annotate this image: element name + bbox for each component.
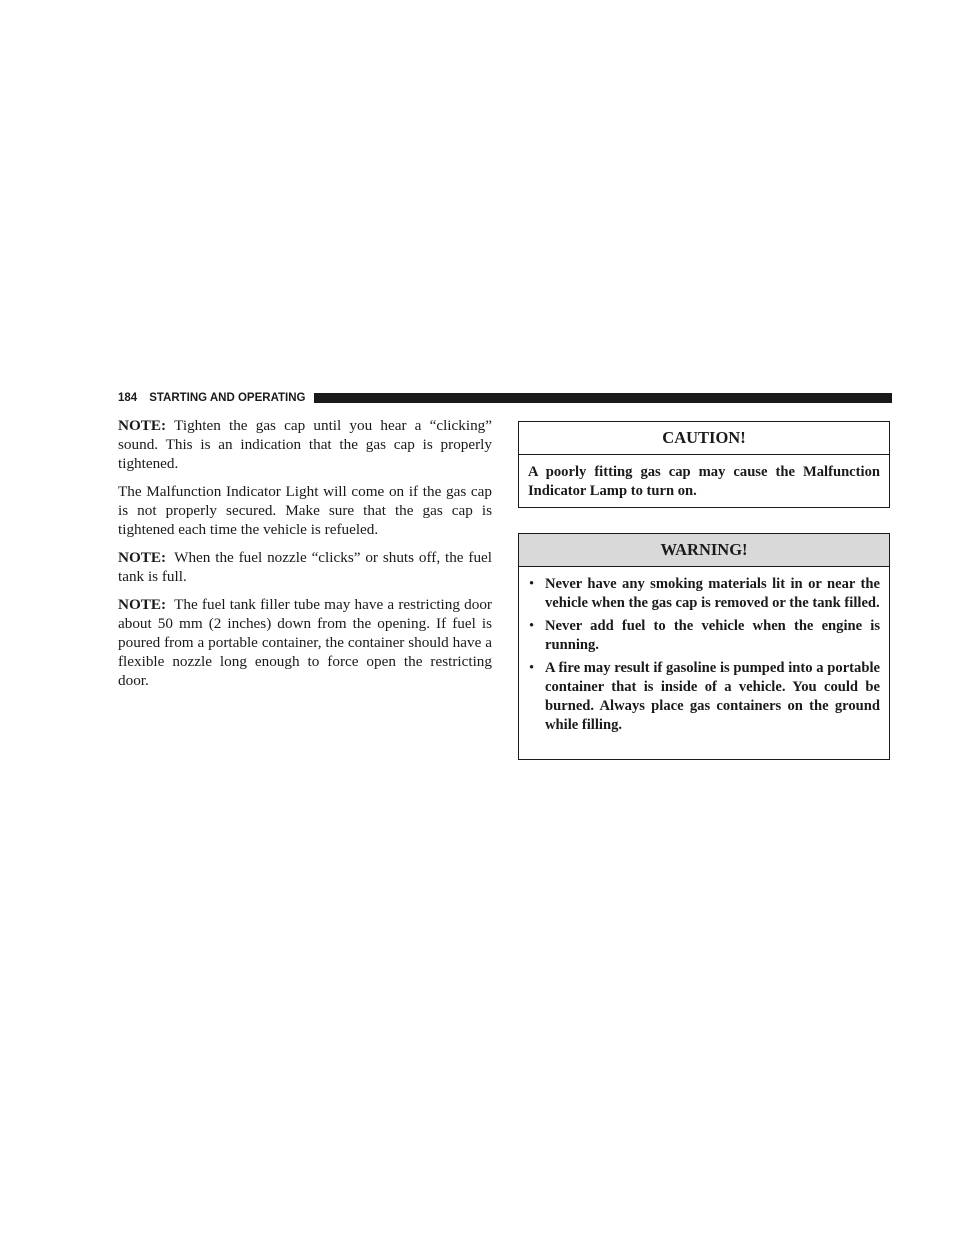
list-item: [528, 575, 880, 613]
warning-item-text: Never add fuel to the vehicle when the engine is running.: [545, 618, 880, 653]
caution-text: A poorly fitting gas cap may cause the Malfunction Indicator Lamp to turn on.: [528, 464, 880, 499]
list-item: [528, 659, 880, 735]
list-item: [528, 617, 880, 655]
warning-list: [528, 575, 880, 735]
caution-box: [518, 421, 890, 508]
warning-title: WARNING!: [519, 534, 889, 567]
page-header: [118, 390, 892, 406]
paragraph-note-nozzle: [118, 548, 492, 586]
bullet-icon: •: [529, 618, 535, 634]
paragraph-note-gas-cap: [118, 416, 492, 473]
warning-item-text: Never have any smoking materials lit in or near the vehicle when the gas cap is removed or the tank filled.: [545, 576, 880, 611]
warning-item-text: A fire may result if gasoline is pumped into a portable container that is inside of a vehicle. You could be burned. Always place gas containers on the ground while filling.: [545, 660, 880, 733]
bullet-icon: •: [529, 660, 535, 676]
page-number: 184: [118, 392, 138, 404]
section-title: STARTING AND OPERATING: [149, 392, 306, 404]
warning-box: [518, 533, 890, 760]
header-rule: [314, 393, 893, 403]
note-label: NOTE:: [118, 596, 167, 613]
caution-title: CAUTION!: [519, 422, 889, 455]
note-label: NOTE:: [118, 549, 167, 566]
paragraph-text: When the fuel nozzle “clicks” or shuts off, the fuel tank is full.: [118, 549, 492, 585]
paragraph-text: The fuel tank filler tube may have a restricting door about 50 mm (2 inches) down from the opening. If fuel is poured from a portable container, the container should have a flexible nozzle long enough to force open the restricting door.: [118, 596, 492, 689]
note-label: NOTE:: [118, 417, 167, 434]
paragraph-note-filler-tube: [118, 595, 492, 690]
paragraph-malfunction-light: [118, 482, 492, 539]
paragraph-text: Tighten the gas cap until you hear a “clicking” sound. This is an indication that the gas cap is properly tightened.: [118, 417, 492, 472]
warning-body: [519, 567, 889, 735]
bullet-icon: •: [529, 576, 535, 592]
paragraph-text: The Malfunction Indicator Light will come on if the gas cap is not properly secured. Make sure that the gas cap is tightened each time the vehicle is refueled.: [118, 483, 492, 538]
left-column: [118, 416, 492, 699]
